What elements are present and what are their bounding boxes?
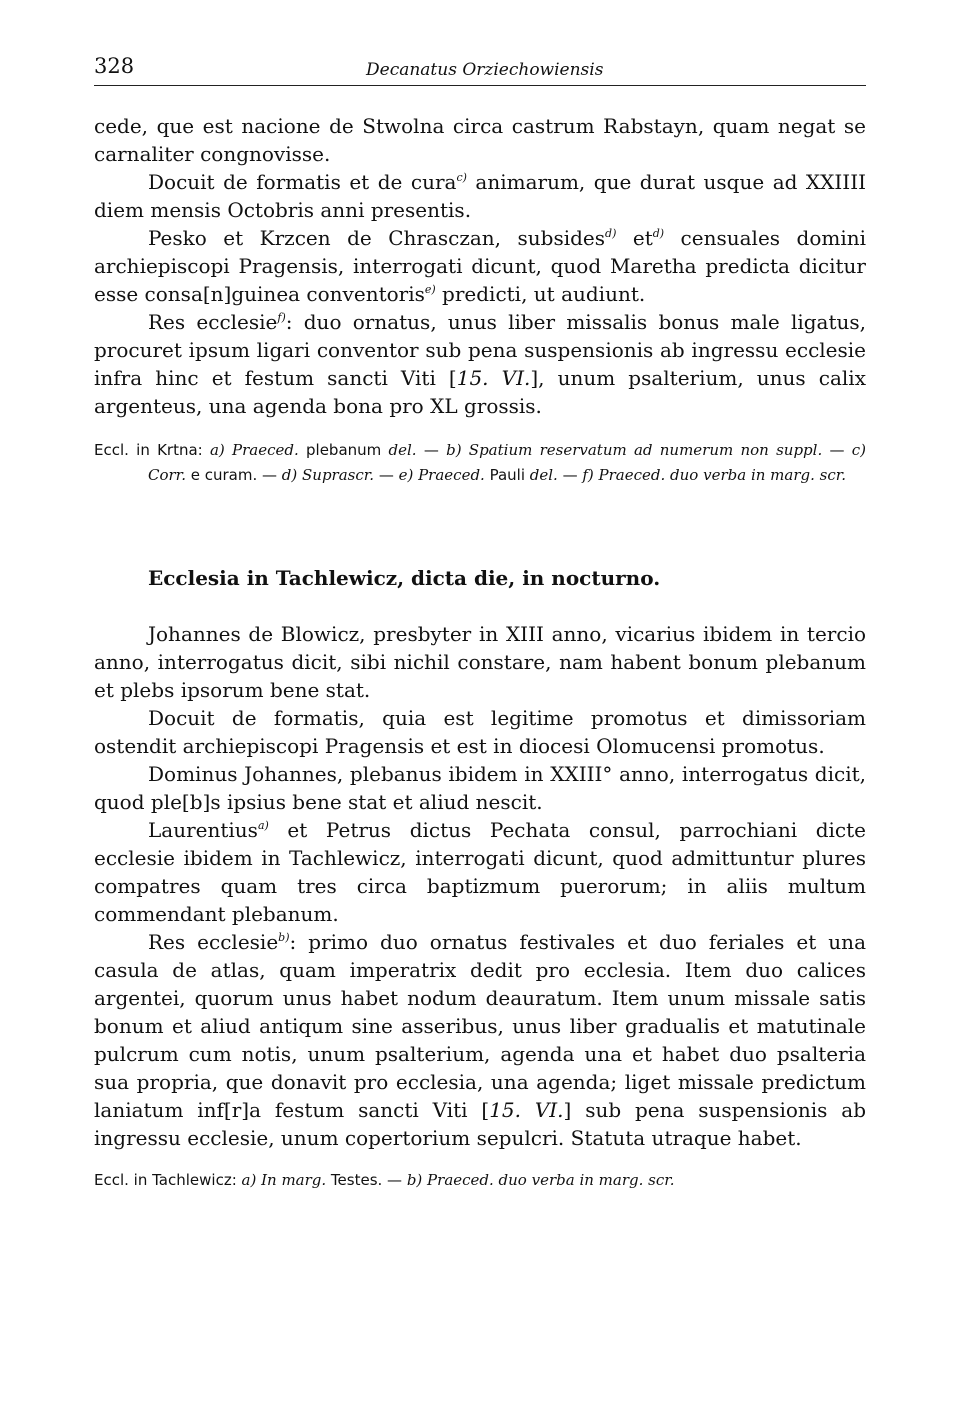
paragraph [94,224,866,308]
note-lead: Eccl. in Krtna: [94,441,210,459]
paragraph [94,112,866,168]
separator: — [557,466,583,484]
footnote-mark: f) [277,311,286,324]
footnote-mark: b) [278,931,290,944]
paragraph [94,620,866,704]
note-lead: Eccl. in Tachlewicz: [94,1171,242,1189]
text: : primo duo ornatus festivales et duo feriales et una casula de atlas, quam imperatrix dedit pro ecclesia. Item duo calices argentei, quorum unus habet nodum deauratum. Item unum missale satis bonum et aliud antiqum sine asseribus, unus liber gradualis et matutinale pulcrum cum notis, unum psalterium, agenda una et habet duo psalteria sua propria, que donavit pro ecclesia, una agenda; liget missale predictum laniatum inf[r]a festum sancti Viti [ [94,930,866,1122]
date-ref: 15. VI. [489,1098,564,1122]
text: ] sub pena suspensionis ab ingressu ecclesie, unum copertorium sepulcri. Statuta utraque habet. [94,1098,866,1150]
note-c: c) Corr. [148,441,866,484]
paragraph [94,816,866,928]
note-text: plebanum [298,441,389,459]
footnote-mark: a) [257,819,269,832]
text: Dominus Johannes, plebanus ibidem in XXIII° anno, interrogatus dicit, quod ple[b]s ipsius bene stat et aliud nescit. [94,762,866,814]
text: Docuit de formatis, quia est legitime promotus et dimissoriam ostendit archiepiscopi Pragensis et est in diocesi Olomucensi promotus. [94,706,866,758]
text: Laurentius [148,818,258,842]
text: et [616,226,653,250]
paragraph [94,704,866,760]
note-e: e) Praeced. [398,466,485,484]
text: Docuit de formatis et de cura [148,170,457,194]
note-b: b) Praeced. duo verba in marg. scr. [406,1171,675,1189]
text: animarum, que durat usque ad XXIIII diem mensis Octobris anni presentis. [94,170,867,222]
footnote-mark: e) [424,283,436,296]
section-krtna-text [94,112,866,420]
separator: — [374,466,399,484]
text: predicti, ut audiunt. [435,282,646,306]
separator: — [822,441,852,459]
footnote-mark: d) [605,227,617,240]
text: Res ecclesie [148,310,278,334]
paragraph [94,168,866,224]
text: Johannes de Blowicz, presbyter in XIII anno, vicarius ibidem in tercio anno, interrogatus dicit, sibi nichil constare, nam habent bonum plebanum et plebs ipsorum bene stat. [94,622,866,702]
separator: — [387,1171,407,1189]
text: Res ecclesie [148,930,279,954]
note-a: a) In marg. [241,1171,327,1189]
paragraph [94,760,866,816]
text: ], unum psalterium, unus calix argenteus, una agenda bona pro XL grossis. [94,366,866,418]
text: Pesko et Krzcen de Chrasczan, subsides [148,226,606,250]
section-tachlewicz-text [94,620,866,1152]
paragraph [94,928,866,1152]
footnote-block [94,1168,866,1193]
text: : duo ornatus, unus liber missalis bonus male ligatus, procuret ipsum ligari conventor sub pena suspensionis ab ingressu ecclesie infra hinc et festum sancti Viti [ [94,310,867,390]
page-header [94,52,866,86]
footnote-mark: d) [652,227,665,240]
footnote-mark: c) [456,171,467,184]
date-ref: 15. VI. [456,366,531,390]
note-a: a) Praeced. [209,441,299,459]
note-text: Pauli [484,466,530,484]
text: cede, que est nacione de Stwolna circa castrum Rabstayn, quam negat se carnaliter congnovisse. [94,114,866,166]
text: censuales domini archiepiscopi Pragensis, interrogati dicunt, quod Maretha predicta dicitur esse consa[n]guinea conventoris [94,226,866,306]
separator: — [257,466,282,484]
paragraph [94,308,866,420]
note-f: f) Praeced. duo verba in marg. scr. [582,466,847,484]
text: et Petrus dictus Pechata consul, parrochiani dicte ecclesie ibidem in Tachlewicz, interrogati dicunt, quod admittuntur plures compatres quam tres circa baptizmum puerorum; in aliis multum commendant plebanum. [94,818,866,926]
note-d: d) Suprascr. [281,466,375,484]
note-text: del. [388,441,417,459]
running-title: Decanatus Orziechowiensis [366,60,604,80]
separator: — [416,441,447,459]
header-rule [94,85,866,86]
page-number: 328 [94,54,135,78]
section-heading: Ecclesia in Tachlewicz, dicta die, in nocturno. [148,566,661,590]
footnotes-tachlewicz [94,1168,866,1193]
note-text: Testes. [326,1171,388,1189]
note-b: b) Spatium reservatum ad numerum non suppl. [446,441,823,459]
footnotes-krtna [94,438,866,488]
note-text: e curam. [185,466,258,484]
footnote-block [94,438,866,488]
note-text: del. [529,466,558,484]
